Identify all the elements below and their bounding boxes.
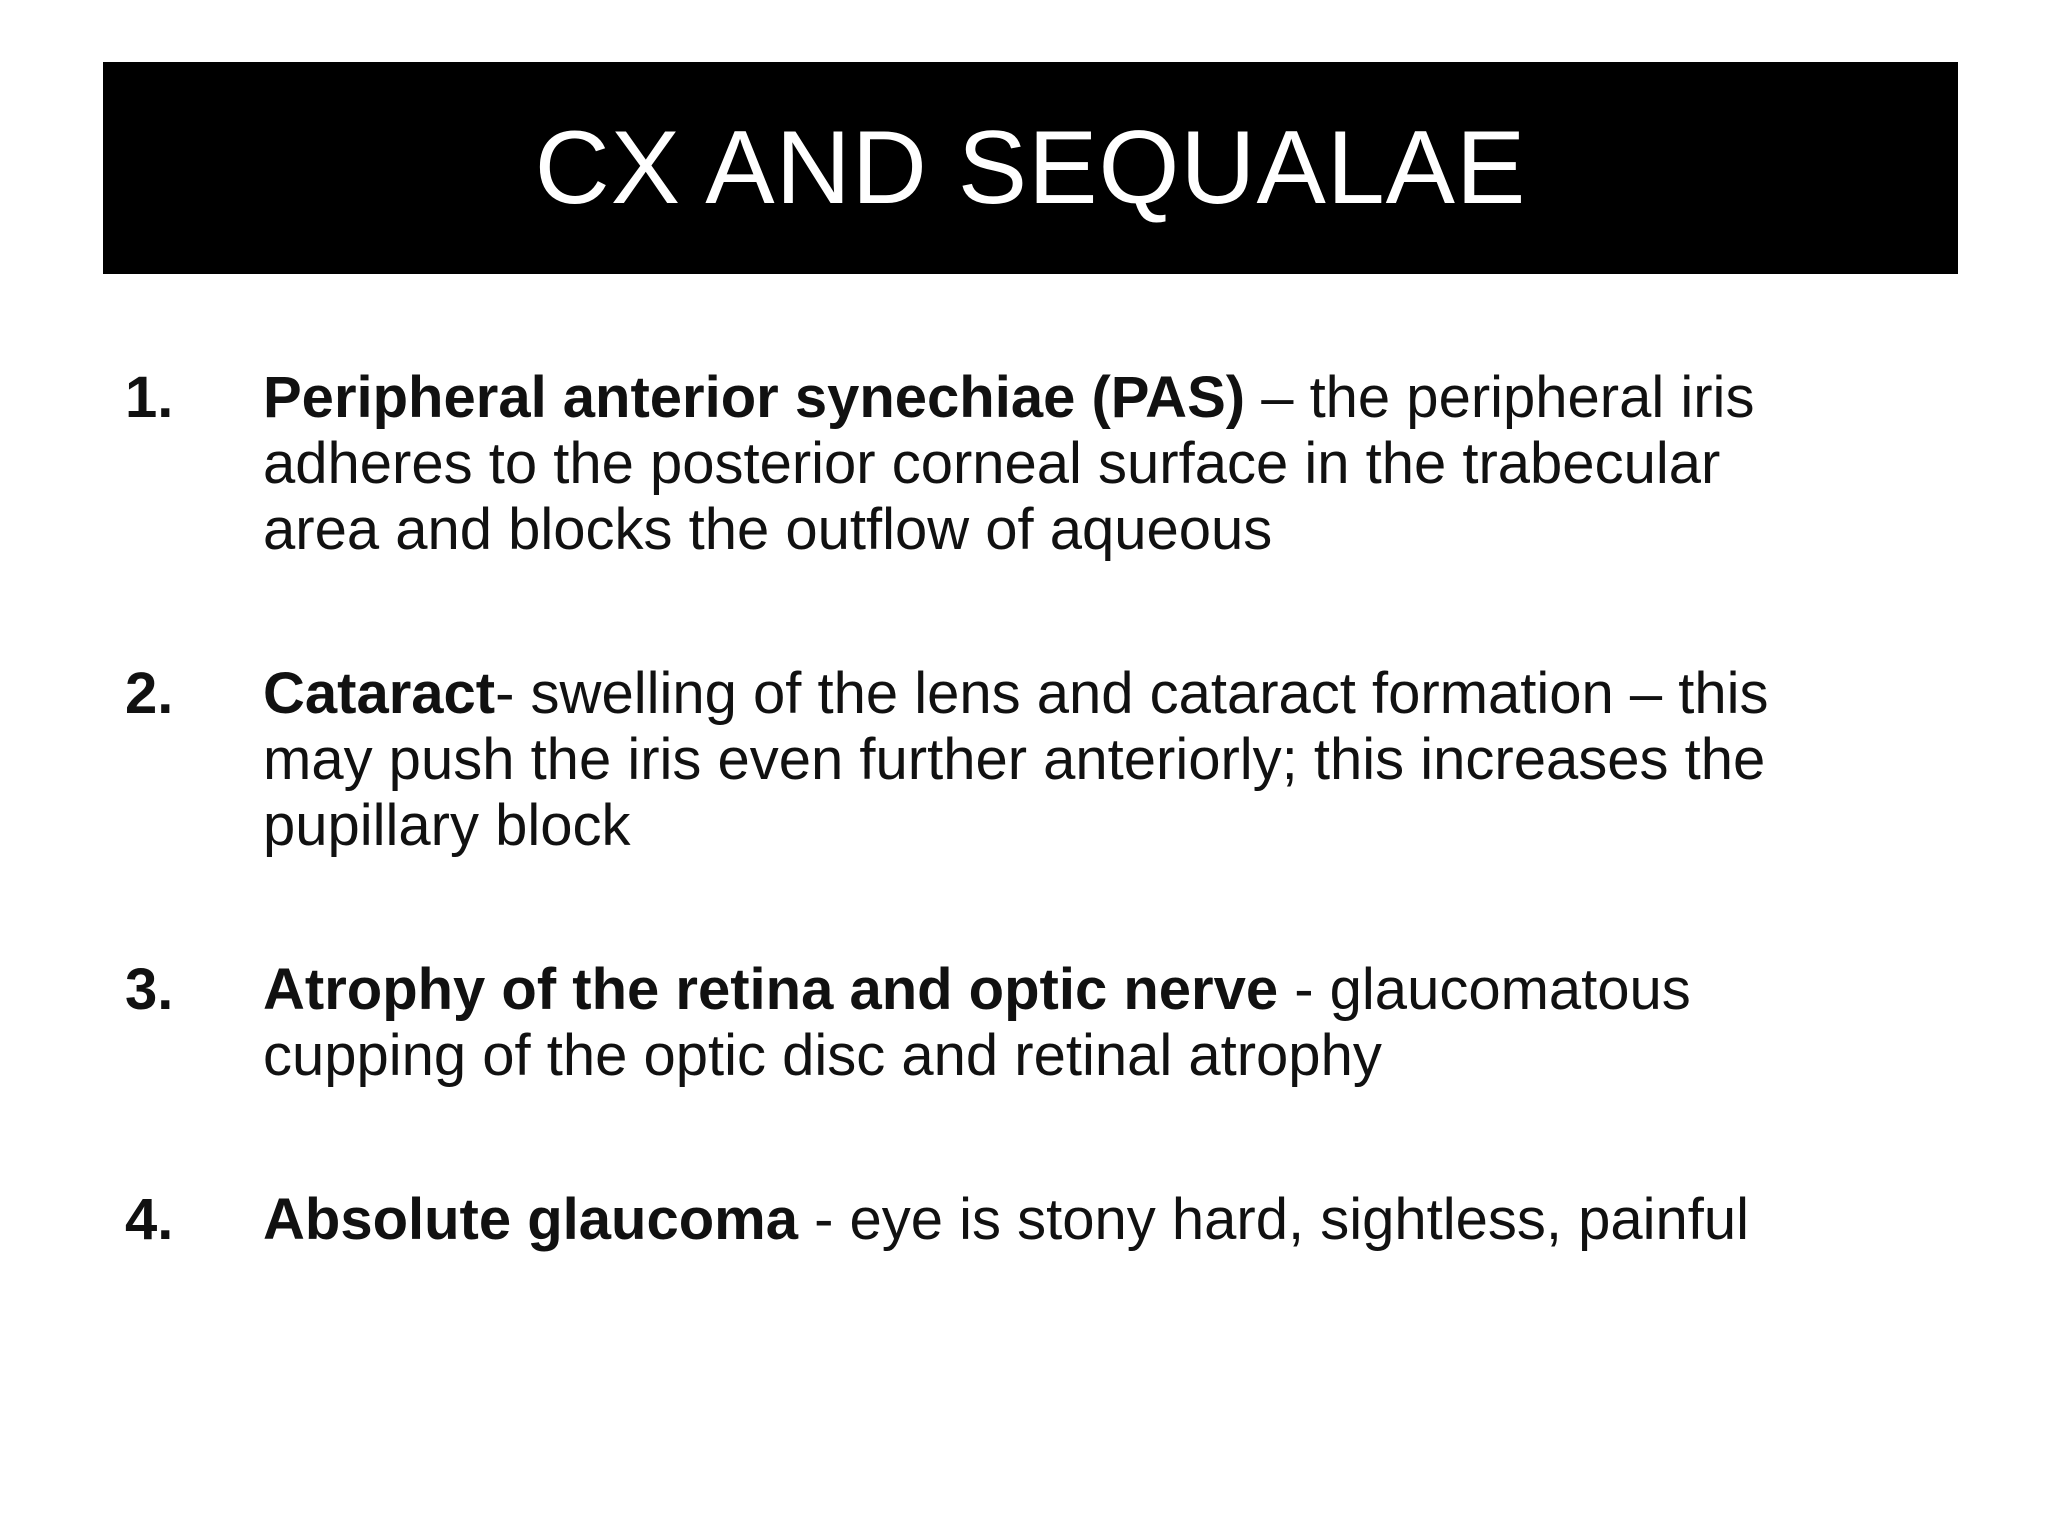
item-description: - swelling of the lens and cataract formation – this bbox=[495, 661, 1769, 726]
item-line: area and blocks the outflow of aqueous bbox=[263, 497, 1273, 562]
list-item bbox=[125, 1187, 1985, 1253]
item-term: Absolute glaucoma bbox=[263, 1187, 798, 1252]
item-line: cupping of the optic disc and retinal atrophy bbox=[263, 1023, 1382, 1088]
item-line bbox=[263, 957, 1985, 1023]
item-line: adheres to the posterior corneal surface in the trabecular bbox=[263, 431, 1721, 496]
item-line bbox=[263, 365, 1985, 431]
item-description: - glaucomatous bbox=[1278, 957, 1691, 1022]
item-number: 3. bbox=[125, 957, 174, 1022]
item-term: Peripheral anterior synechiae (PAS) bbox=[263, 365, 1246, 430]
item-term: Atrophy of the retina and optic nerve bbox=[263, 957, 1279, 1022]
list-item bbox=[125, 661, 1985, 859]
item-line bbox=[263, 1187, 1985, 1253]
list-item bbox=[125, 365, 1985, 563]
item-number: 1. bbox=[125, 365, 174, 430]
list-item bbox=[125, 957, 1985, 1089]
item-line: may push the iris even further anteriorly; this increases the bbox=[263, 727, 1766, 792]
item-number: 2. bbox=[125, 661, 174, 726]
item-description: - eye is stony hard, sightless, painful bbox=[797, 1187, 1750, 1252]
item-line: pupillary block bbox=[263, 793, 631, 858]
numbered-list bbox=[125, 365, 1985, 1351]
title-bar bbox=[103, 62, 1958, 274]
item-description: – the peripheral iris bbox=[1245, 365, 1755, 430]
item-line bbox=[263, 661, 1985, 727]
item-number: 4. bbox=[125, 1187, 174, 1252]
item-term: Cataract bbox=[263, 661, 496, 726]
slide-title: CX AND SEQUALAE bbox=[534, 110, 1527, 226]
